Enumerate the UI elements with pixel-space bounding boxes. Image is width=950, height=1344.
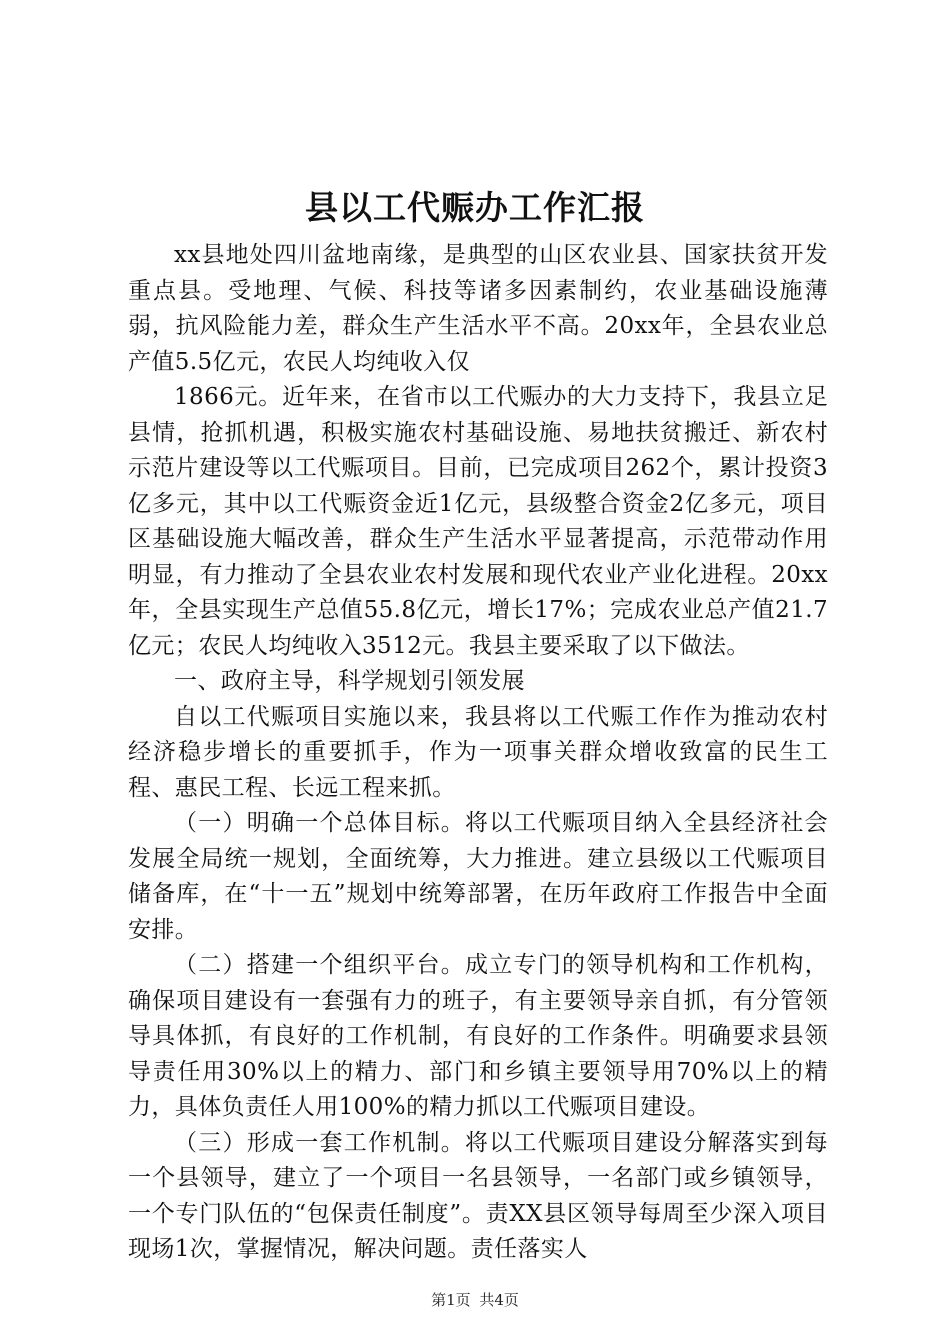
section-heading-1: 一、政府主导，科学规划引领发展 [174,668,525,694]
paragraph-item-3: （三）形成一套工作机制。将以工代赈项目建设分解落实到每一个县领导，建立了一个项目一名县领导，一名部门或乡镇领导，一个专门队伍的“包保责任制度”。责XX县区领导每周至少深入项目现场1次，掌握情况，解决问题。责任落实人 [128,1129,828,1262]
paragraph-intro: xx县地处四川盆地南缘，是典型的山区农业县、国家扶贫开发重点县。受地理、气候、科技等诸多因素制约，农业基础设施薄弱，抗风险能力差，群众生产生活水平不高。20xx年，全县农业总产值5.5亿元，农民人均纯收入仅 [128,242,828,375]
paragraph-item-2: （二）搭建一个组织平台。成立专门的领导机构和工作机构，确保项目建设有一套强有力的班子，有主要领导亲自抓，有分管领导具体抓，有良好的工作机制，有良好的工作条件。明确要求县领导责任用30%以上的精力、部门和乡镇主要领导用70%以上的精力，具体负责任人用100%的精力抓以工代赈项目建设。 [128,952,828,1120]
page-total: 共4页 [479,1291,519,1309]
paragraph-section-1-intro: 自以工代赈项目实施以来，我县将以工代赈工作作为推动农村经济稳步增长的重要抓手，作为一项事关群众增收致富的民生工程、惠民工程、长远工程来抓。 [128,703,828,801]
document-body [128,238,828,1268]
document-title: 县以工代赈办工作汇报 [305,188,645,227]
paragraph-item-1: （一）明确一个总体目标。将以工代赈项目纳入全县经济社会发展全局统一规划，全面统筹，大力推进。建立县级以工代赈项目储备库，在“十一五”规划中统筹部署，在历年政府工作报告中全面安排。 [128,810,828,943]
page-number: 第1页 [431,1291,471,1309]
page-footer [0,1290,950,1310]
paragraph-achievements: 1866元。近年来，在省市以工代赈办的大力支持下，我县立足县情，抢抓机遇，积极实施农村基础设施、易地扶贫搬迁、新农村示范片建设等以工代赈项目。目前，已完成项目262个，累计投资3亿多元，其中以工代赈资金近1亿元，县级整合资金2亿多元，项目区基础设施大幅改善，群众生产生活水平显著提高，示范带动作用明显，有力推动了全县农业农村发展和现代农业产业化进程。20xx年，全县实现生产总值55.8亿元，增长17%；完成农业总产值21.7亿元；农民人均纯收入3512元。我县主要采取了以下做法。 [128,384,828,659]
